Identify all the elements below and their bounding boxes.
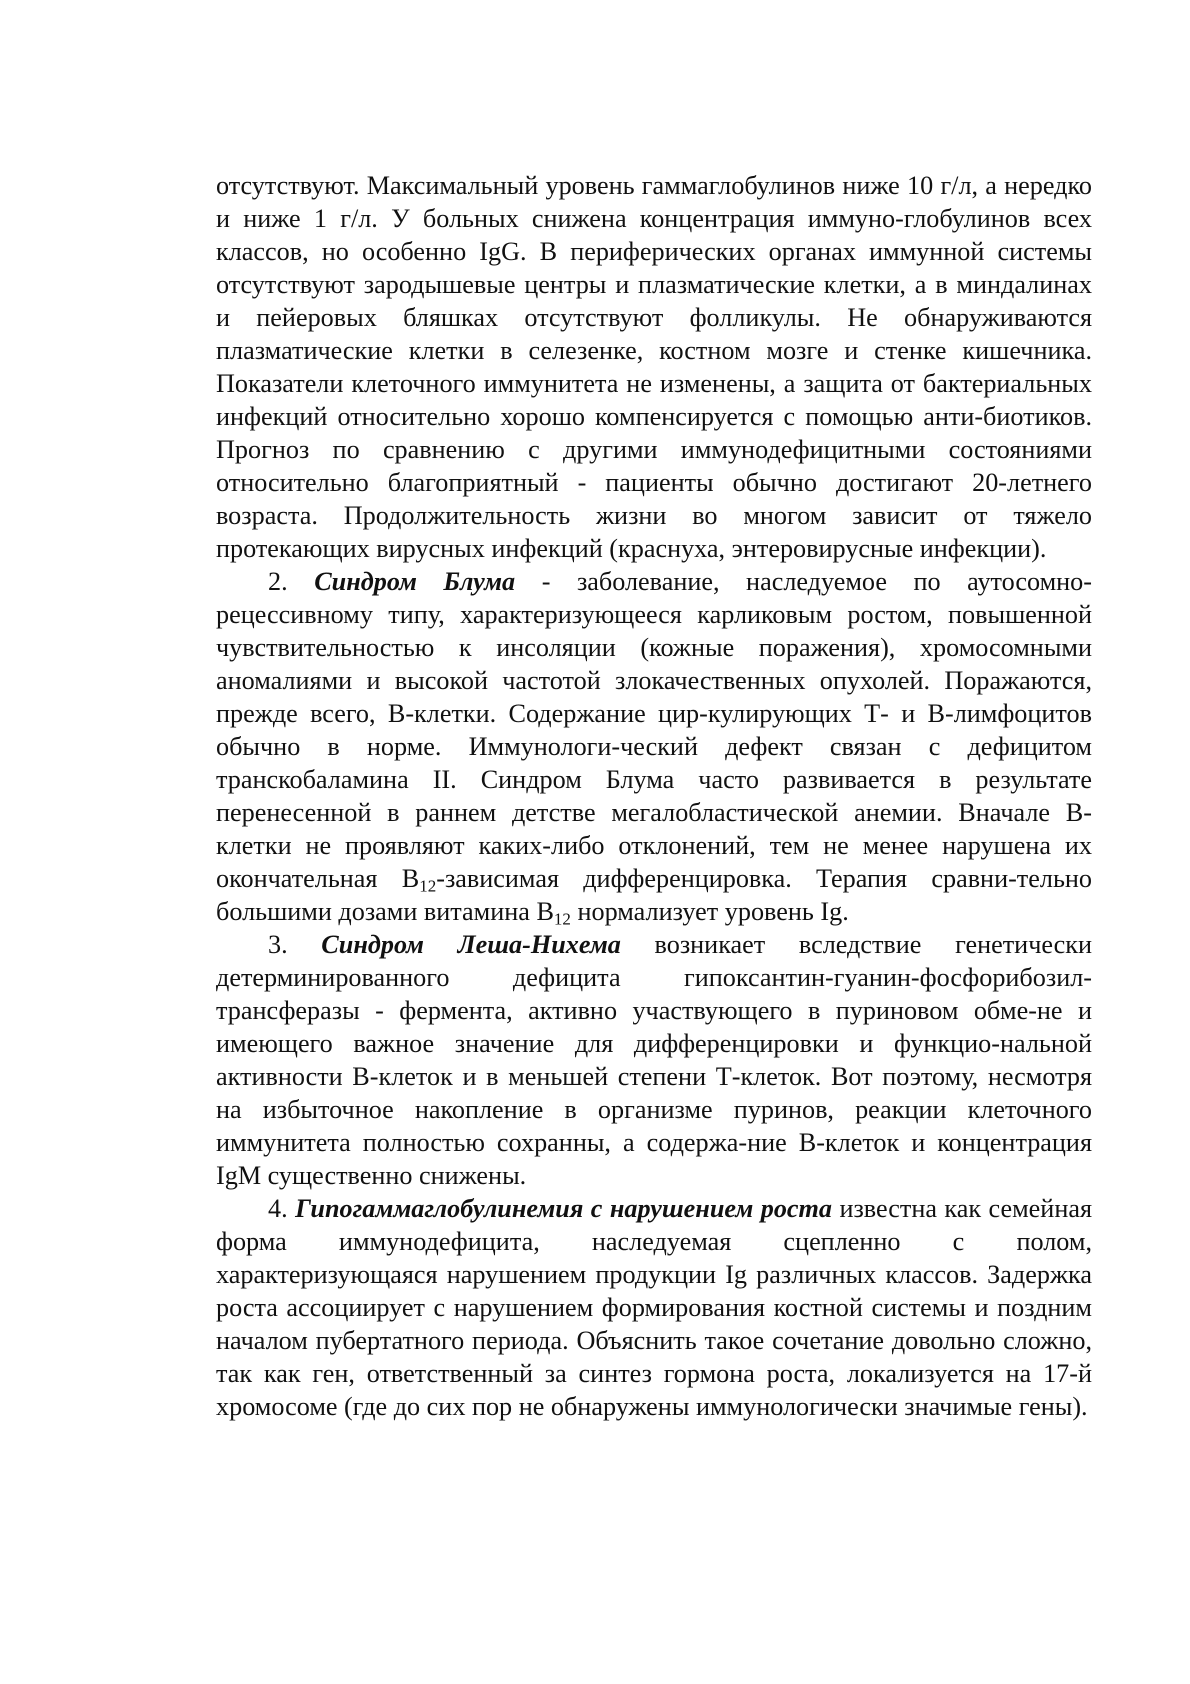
paragraph-text: нормализует уровень Ig. [570, 897, 849, 926]
subscript-12: 12 [553, 909, 571, 929]
term-bloom-syndrome: Синдром Блума [314, 567, 516, 596]
paragraph-text: возникает вследствие генетически детерминированного дефицита гипоксантин-гуанин-фосфорибозил-трансферазы - фермента, активно участвующего в пуриновом обме-не и имеющего важное значение для дифференцировки и функцио-нальной активности В-клеток и в меньшей степени Т-клеток. Вот поэтому, несмотря на избыточное накопление в организме пуринов, реакции клеточного иммунитета полностью сохранны, а содержа-ние В-клеток и концентрация IgM существенно снижены. [216, 930, 1092, 1190]
item-number: 2. [268, 567, 288, 596]
paragraph-text: отсутствуют. Максимальный уровень гаммаглобулинов ниже 10 г/л, а нередко и ниже 1 г/л. У больных снижена концентрация иммуно-глобулинов всех классов, но особенно IgG. В периферических органах иммунной системы отсутствуют зародышевые центры и плазматические клетки, а в миндалинах и пейеровых бляшках отсутствуют фолликулы. Не обнаруживаются плазматические клетки в селезенке, костном мозге и стенке кишечника. Показатели клеточного иммунитета не изменены, а защита от бактериальных инфекций относительно хорошо компенсируется с помощью анти-биотиков. Прогноз по сравнению с другими иммунодефицитными состояниями относительно благоприятный - пациенты обычно достигают 20-летнего возраста. Продолжительность жизни во многом зависит от тяжело протекающих вирусных инфекций (краснуха, энтеровирусные инфекции). [216, 171, 1092, 563]
paragraph-hypogammaglobulinemia [216, 1192, 1092, 1423]
paragraph-text: - заболевание, наследуемое по аутосомно-рецессивному типу, характеризующееся карликовым ростом, повышенной чувствительностью к инсоляции (кожные поражения), хромосомными аномалиями и высокой частотой злокачественных опухолей. Поражаются, прежде всего, В-клетки. Содержание цир-кулирующих Т- и В-лимфоцитов обычно в норме. Иммунологи-ческий дефект связан с дефицитом транскобаламина II. Синдром Блума часто развивается в результате перенесенной в раннем детстве мегалобластической анемии. Вначале В-клетки не проявляют каких-либо отклонений, тем не менее нарушена их окончательная B [216, 567, 1092, 893]
paragraph-text: известна как семейная форма иммунодефицита, наследуемая сцепленно с полом, характеризующаяся нарушением продукции Ig различных классов. Задержка роста ассоциирует с нарушением формирования костной системы и поздним началом пубертатного периода. Объяснить такое сочетание довольно сложно, так как ген, ответственный за синтез гормона роста, локализуется на 17-й хромосоме (где до сих пор не обнаружены иммунологически значимые гены). [216, 1194, 1092, 1421]
paragraph-text: -зависимая дифференцировка. Терапия сравни-тельно большими дозами витамина B [216, 864, 1092, 926]
term-hypogammaglobulinemia: Гипогаммаглобулинемия с нарушением роста [295, 1194, 833, 1223]
term-lesch-nyhan-syndrome: Синдром Леша-Нихема [321, 930, 621, 959]
document-page [216, 169, 1092, 1423]
paragraph-lesch-nyhan-syndrome [216, 928, 1092, 1192]
subscript-12: 12 [419, 876, 437, 896]
item-number: 4. [268, 1194, 288, 1223]
paragraph-bloom-syndrome [216, 565, 1092, 928]
paragraph-continuation [216, 169, 1092, 565]
item-number: 3. [268, 930, 288, 959]
